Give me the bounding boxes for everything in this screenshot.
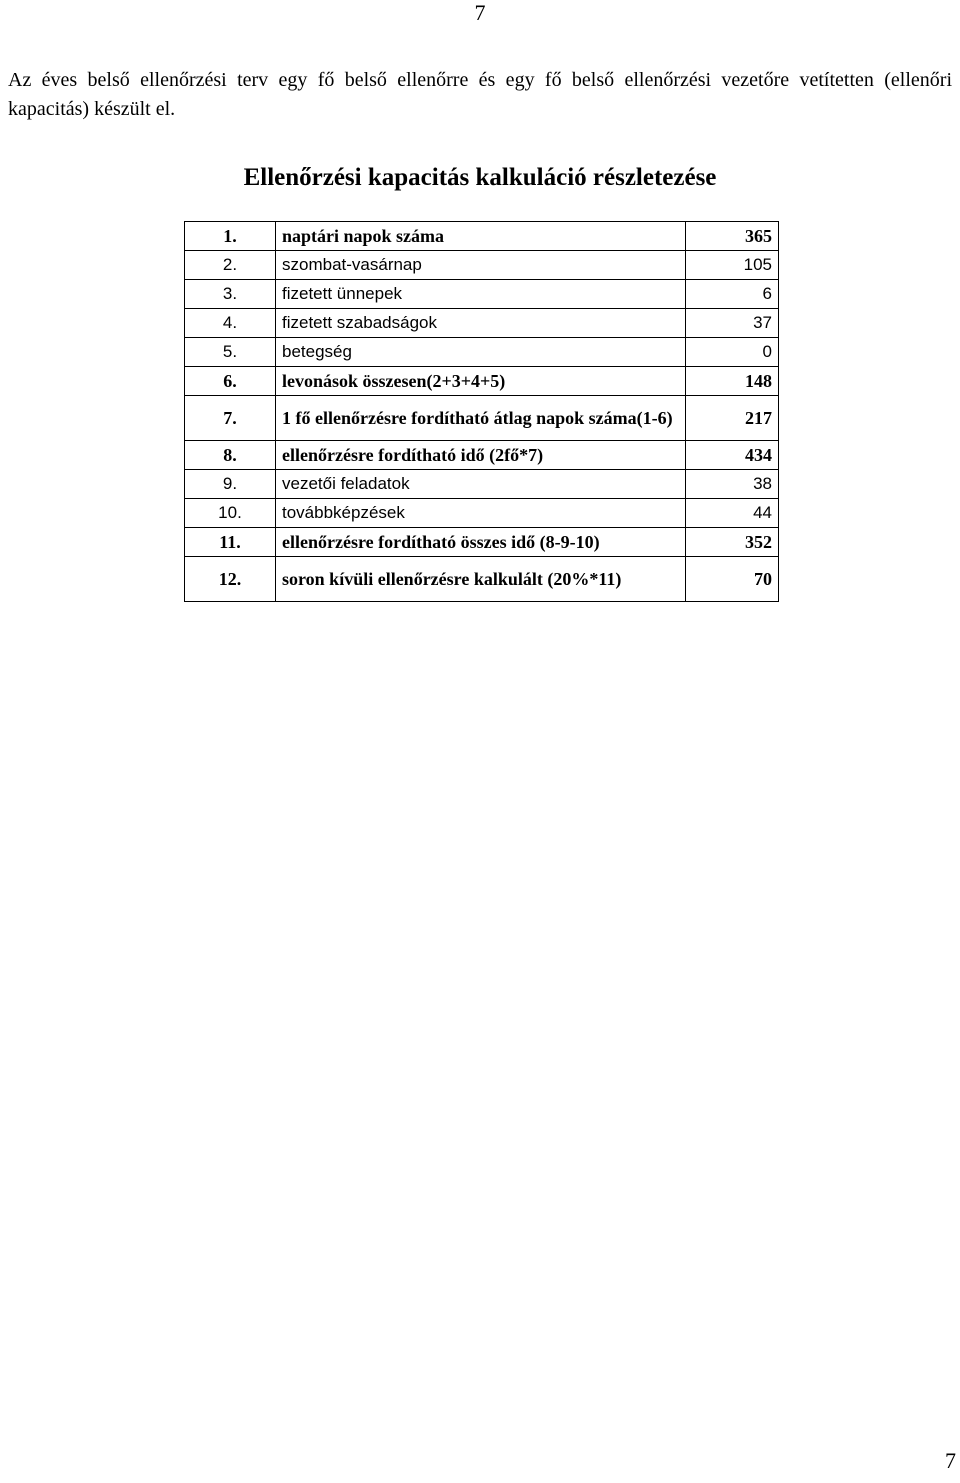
capacity-table <box>184 221 779 602</box>
table-row <box>185 499 779 528</box>
table-row <box>185 441 779 470</box>
row-value: 0 <box>686 338 779 367</box>
row-label: vezetői feladatok <box>276 470 686 499</box>
row-label: betegség <box>276 338 686 367</box>
table-row <box>185 470 779 499</box>
table-row <box>185 338 779 367</box>
row-value: 44 <box>686 499 779 528</box>
row-number: 11. <box>185 528 276 557</box>
page-number-bottom: 7 <box>945 1448 956 1473</box>
table-row <box>185 222 779 251</box>
table-row <box>185 309 779 338</box>
row-number: 8. <box>185 441 276 470</box>
table-row <box>185 396 779 441</box>
row-value: 6 <box>686 280 779 309</box>
table-row <box>185 251 779 280</box>
row-label: naptári napok száma <box>276 222 686 251</box>
row-value: 148 <box>686 367 779 396</box>
table-row <box>185 367 779 396</box>
row-label: továbbképzések <box>276 499 686 528</box>
row-label: fizetett szabadságok <box>276 309 686 338</box>
row-number: 10. <box>185 499 276 528</box>
row-value: 217 <box>686 396 779 441</box>
row-label: levonások összesen(2+3+4+5) <box>276 367 686 396</box>
page-number-top: 7 <box>474 0 486 25</box>
row-value: 365 <box>686 222 779 251</box>
intro-paragraph: Az éves belső ellenőrzési terv egy fő belső ellenőrre és egy fő belső ellenőrzési vezetőre vetítetten (ellenőri kapacitás) készült el. <box>8 69 952 120</box>
table-row <box>185 280 779 309</box>
row-number: 4. <box>185 309 276 338</box>
row-value: 70 <box>686 557 779 602</box>
row-number: 5. <box>185 338 276 367</box>
row-value: 38 <box>686 470 779 499</box>
row-label: soron kívüli ellenőrzésre kalkulált (20%*11) <box>276 557 686 602</box>
row-number: 3. <box>185 280 276 309</box>
row-number: 7. <box>185 396 276 441</box>
table-row <box>185 557 779 602</box>
row-label: ellenőrzésre fordítható idő (2fő*7) <box>276 441 686 470</box>
table-row <box>185 528 779 557</box>
row-number: 6. <box>185 367 276 396</box>
row-number: 9. <box>185 470 276 499</box>
row-value: 37 <box>686 309 779 338</box>
row-value: 434 <box>686 441 779 470</box>
row-label: fizetett ünnepek <box>276 280 686 309</box>
row-value: 105 <box>686 251 779 280</box>
row-label: ellenőrzésre fordítható összes idő (8-9-10) <box>276 528 686 557</box>
table-title: Ellenőrzési kapacitás kalkuláció részletezése <box>243 164 717 191</box>
row-value: 352 <box>686 528 779 557</box>
row-number: 12. <box>185 557 276 602</box>
row-label: 1 fő ellenőrzésre fordítható átlag napok száma(1-6) <box>276 396 686 441</box>
row-number: 1. <box>185 222 276 251</box>
row-label: szombat-vasárnap <box>276 251 686 280</box>
row-number: 2. <box>185 251 276 280</box>
